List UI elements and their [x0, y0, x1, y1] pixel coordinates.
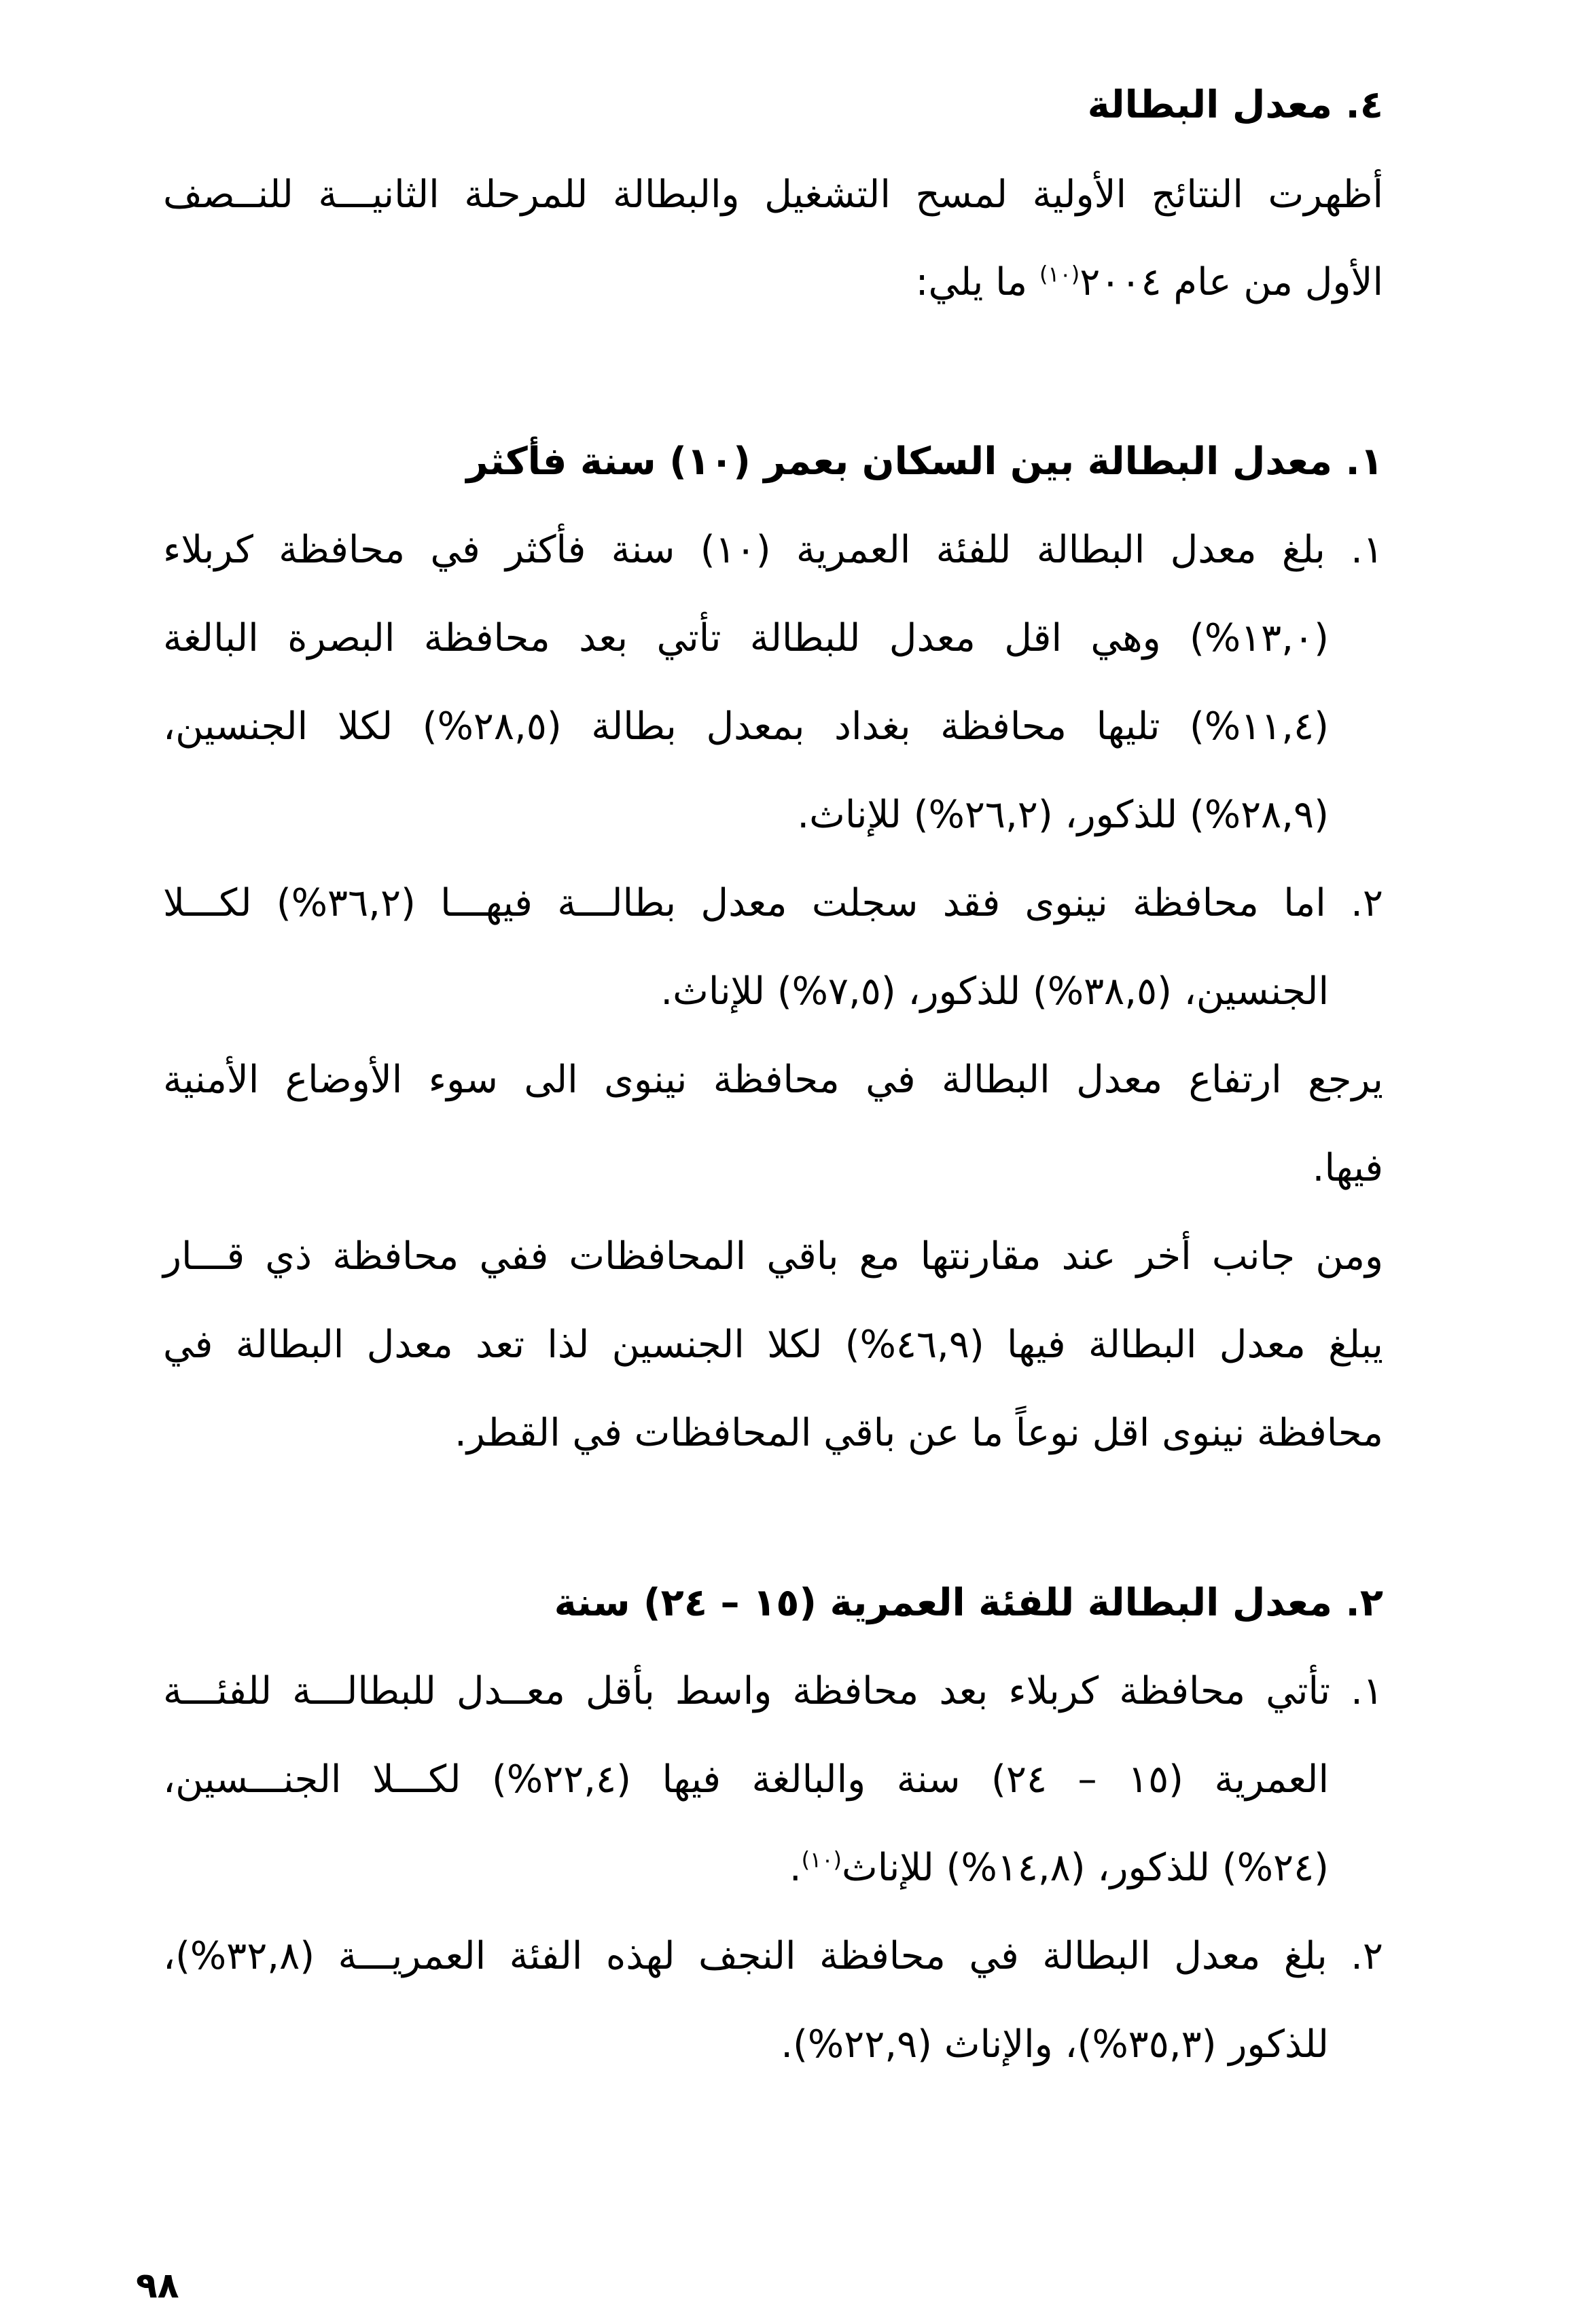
page-number: ٩٨	[136, 2266, 179, 2306]
intro-line-2-end: ما يلي:	[915, 260, 1039, 304]
sub2-item1-line-3	[163, 1841, 1329, 1895]
sub1-item2-line-1: ٢. اما محافظة نينوى فقد سجلت معدل بطالـــة فيهـــا (٣٦,٢%) لكـــلا	[163, 881, 1383, 925]
para1-line-1: يرجع ارتفاع معدل البطالة في محافظة نينوى الى سوء الأوضاع الأمنية	[163, 1058, 1383, 1102]
sub2-item2-line-1: ٢. بلغ معدل البطالة في محافظة النجف لهذه الفئة العمريـــة (٣٢,٨%)،	[163, 1934, 1383, 1978]
para2-line-3: محافظة نينوى اقل نوعاً ما عن باقي المحافظات في القطر.	[454, 1411, 1383, 1455]
sub1-item1-line-2: (١٣,٠%) وهي اقل معدل للبطالة تأتي بعد محافظة البصرة البالغة	[163, 616, 1329, 660]
sub1-item2-line-2: الجنسين، (٣٨,٥%) للذكور، (٧,٥%) للإناث.	[660, 969, 1329, 1014]
sub2-item1-line-2: العمرية (١٥ – ٢٤) سنة والبالغة فيها (٢٢,٤%) لكـــلا الجنـــسين،	[163, 1757, 1330, 1802]
sub2-item1-line-3-text: (٢٤%) للذكور، (١٤,٨%) للإناث	[842, 1846, 1329, 1890]
sub2-item2-line-2: للذكور (٣٥,٣%)، والإناث (٢٢,٩%).	[781, 2022, 1329, 2067]
para2-line-1: ومن جانب أخر عند مقارنتها مع باقي المحافظات ففي محافظة ذي قـــار	[163, 1234, 1383, 1279]
intro-line-1: أظهرت النتائج الأولية لمسح التشغيل والبطالة للمرحلة الثانيـــة للنــصف	[163, 173, 1383, 217]
sub2-item1-line-1: ١. تأتي محافظة كربلاء بعد محافظة واسط بأقل معــدل للبطالـــة للفئـــة	[163, 1669, 1383, 1713]
sub1-item1-line-3: (١١,٤%) تليها محافظة بغداد بمعدل بطالة (٢٨,٥%) لكلا الجنسين،	[163, 704, 1329, 749]
para1-line-2: فيها.	[1312, 1146, 1383, 1190]
footnote-reference: (١٠)	[801, 1846, 842, 1873]
subsection-1-heading: ١. معدل البطالة بين السكان بعمر (١٠) سنة فأكثر	[466, 440, 1383, 484]
para2-line-2: يبلغ معدل البطالة فيها (٤٦,٩%) لكلا الجنسين لذا تعد معدل البطالة في	[163, 1323, 1384, 1367]
sub1-item1-line-1: ١. بلغ معدل البطالة للفئة العمرية (١٠) سنة فأكثر في محافظة كربلاء	[163, 528, 1384, 572]
intro-line-2	[163, 255, 1383, 310]
subsection-2-heading: ٢. معدل البطالة للفئة العمرية (١٥ – ٢٤) سنة	[554, 1581, 1383, 1625]
sub1-item1-line-4: (٢٨,٩%) للذكور، (٢٦,٢%) للإناث.	[797, 793, 1329, 837]
section-heading: ٤. معدل البطالة	[1087, 83, 1383, 127]
intro-line-2-text: الأول من عام ٢٠٠٤	[1080, 260, 1383, 304]
footnote-reference: (١٠)	[1039, 261, 1080, 287]
sub2-item1-line-3-end: .	[789, 1846, 802, 1890]
